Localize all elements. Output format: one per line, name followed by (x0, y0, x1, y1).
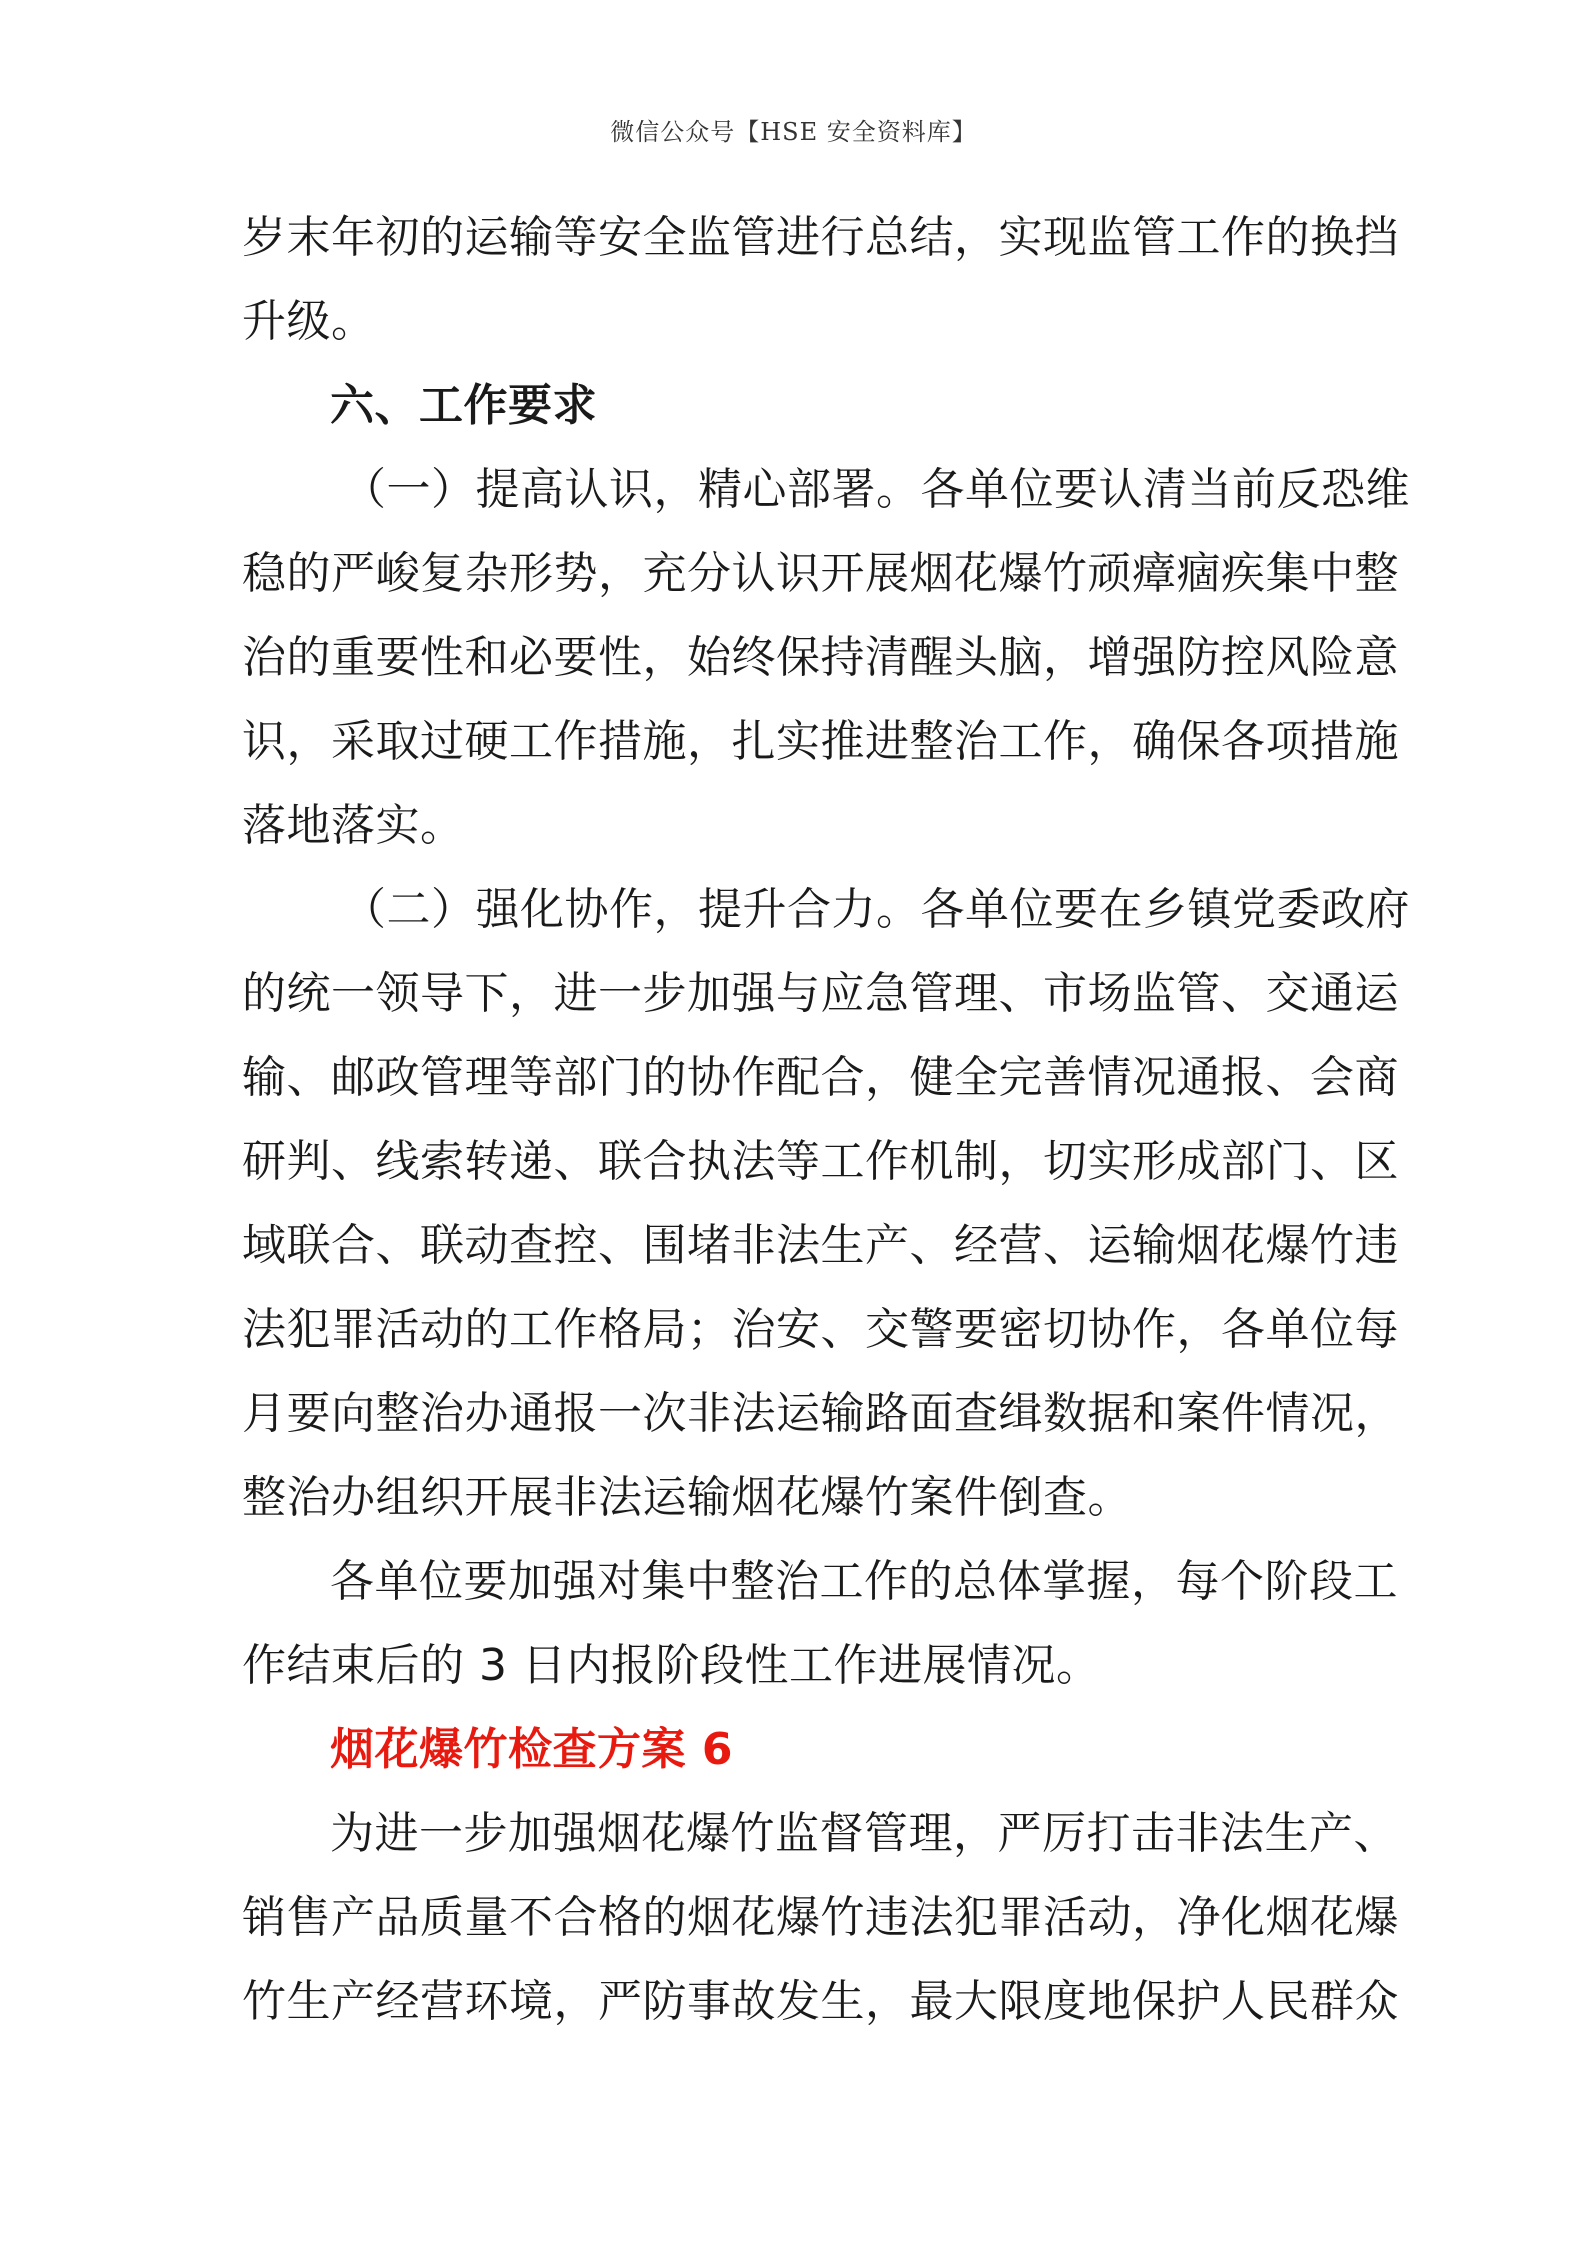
body-line: 为进一步加强烟花爆竹监督管理，严厉打击非法生产、 (330, 1808, 1398, 1859)
body-line: 升级。 (242, 296, 376, 347)
body-line: 整治办组织开展非法运输烟花爆竹案件倒查。 (242, 1472, 1132, 1523)
body-line: 治的重要性和必要性，始终保持清醒头脑，增强防控风险意 (242, 632, 1399, 683)
body-line: 研判、线索转递、联合执法等工作机制，切实形成部门、区 (242, 1136, 1399, 1187)
body-line: 月要向整治办通报一次非法运输路面查缉数据和案件情况， (242, 1388, 1399, 1439)
body-line: （一）提高认识，精心部署。各单位要认清当前反恐维 (342, 464, 1410, 515)
body-line: 稳的严峻复杂形势，充分认识开展烟花爆竹顽瘴痼疾集中整 (242, 548, 1399, 599)
section-heading: 六、工作要求 (330, 380, 597, 431)
page-header: 微信公众号【HSE 安全资料库】 (610, 118, 977, 146)
body-line: 域联合、联动查控、围堵非法生产、经营、运输烟花爆竹违 (242, 1220, 1399, 1271)
body-line: 各单位要加强对集中整治工作的总体掌握，每个阶段工 (330, 1556, 1398, 1607)
body-line: 竹生产经营环境，严防事故发生，最大限度地保护人民群众 (242, 1976, 1399, 2027)
body-line: 识，采取过硬工作措施，扎实推进整治工作，确保各项措施 (242, 716, 1399, 767)
body-line: 落地落实。 (242, 800, 465, 851)
section-title-red: 烟花爆竹检查方案 6 (330, 1724, 733, 1775)
body-line: 销售产品质量不合格的烟花爆竹违法犯罪活动，净化烟花爆 (242, 1892, 1399, 1943)
document-body (242, 196, 1410, 2044)
body-line: 作结束后的 3 日内报阶段性工作进展情况。 (242, 1640, 1101, 1691)
body-line: （二）强化协作，提升合力。各单位要在乡镇党委政府 (342, 884, 1410, 935)
body-line: 岁末年初的运输等安全监管进行总结，实现监管工作的换挡 (242, 212, 1399, 263)
body-line: 法犯罪活动的工作格局；治安、交警要密切协作，各单位每 (242, 1304, 1399, 1355)
body-line: 输、邮政管理等部门的协作配合，健全完善情况通报、会商 (242, 1052, 1399, 1103)
body-line: 的统一领导下，进一步加强与应急管理、市场监管、交通运 (242, 968, 1399, 1019)
